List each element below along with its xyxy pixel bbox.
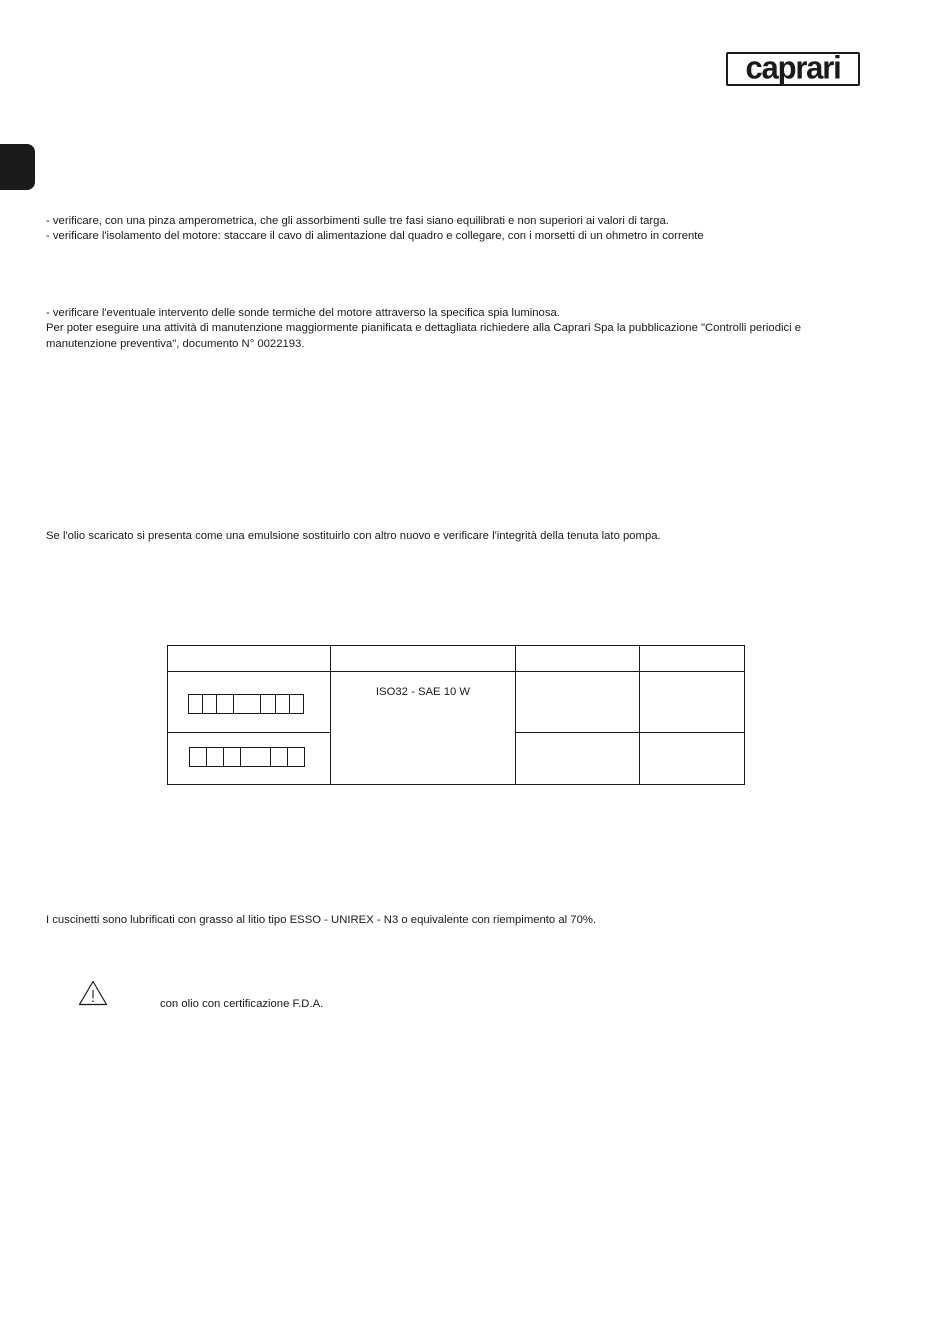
table-row-divider [167,732,330,733]
check-insulation-text: - verificare l'isolamento del motore: staccare il cavo di alimentazione dal quadro e collegare, con i morsetti di un ohmetro in corrente [46,230,704,242]
pump-code-boxes [189,747,305,767]
check-absorption-text: - verificare, con una pinza amperometrica, che gli assorbimenti sulle tre fasi siano equilibrati e non superiori ai valori di targa. [46,215,669,227]
section-tab [0,144,35,190]
logo-text: caprari [745,48,841,86]
fda-oil-warning-text: con olio con certificazione F.D.A. [160,998,324,1010]
oil-type-cell: ISO32 - SAE 10 W [375,686,471,698]
bearings-lubrication-text: I cuscinetti sono lubrificati con grasso al litio tipo ESSO - UNIREX - N3 o equivalente con riempimento al 70%. [46,914,597,926]
table-col-divider [330,645,331,785]
maintenance-doc-text: Per poter eseguire una attività di manutenzione maggiormente pianificata e dettagliata richiedere alla Caprari Spa la pubblicazione "Controlli periodici e manutenzione preventiva", documento N° 0022193. [46,322,802,350]
pump-code-boxes [188,694,304,714]
warning-triangle-icon [78,980,108,1006]
caprari-logo [726,48,860,86]
table-header-divider [167,671,745,672]
table-col-divider [639,645,640,785]
table-row-divider [515,732,745,733]
check-thermal-probes-text: - verificare l'eventuale intervento delle sonde termiche del motore attraverso la specifica spia luminosa. [46,307,560,319]
oil-emulsion-text: Se l'olio scaricato si presenta come una emulsione sostituirlo con altro nuovo e verificare l'integrità della tenuta lato pompa. [46,530,661,542]
table-col-divider [515,645,516,785]
